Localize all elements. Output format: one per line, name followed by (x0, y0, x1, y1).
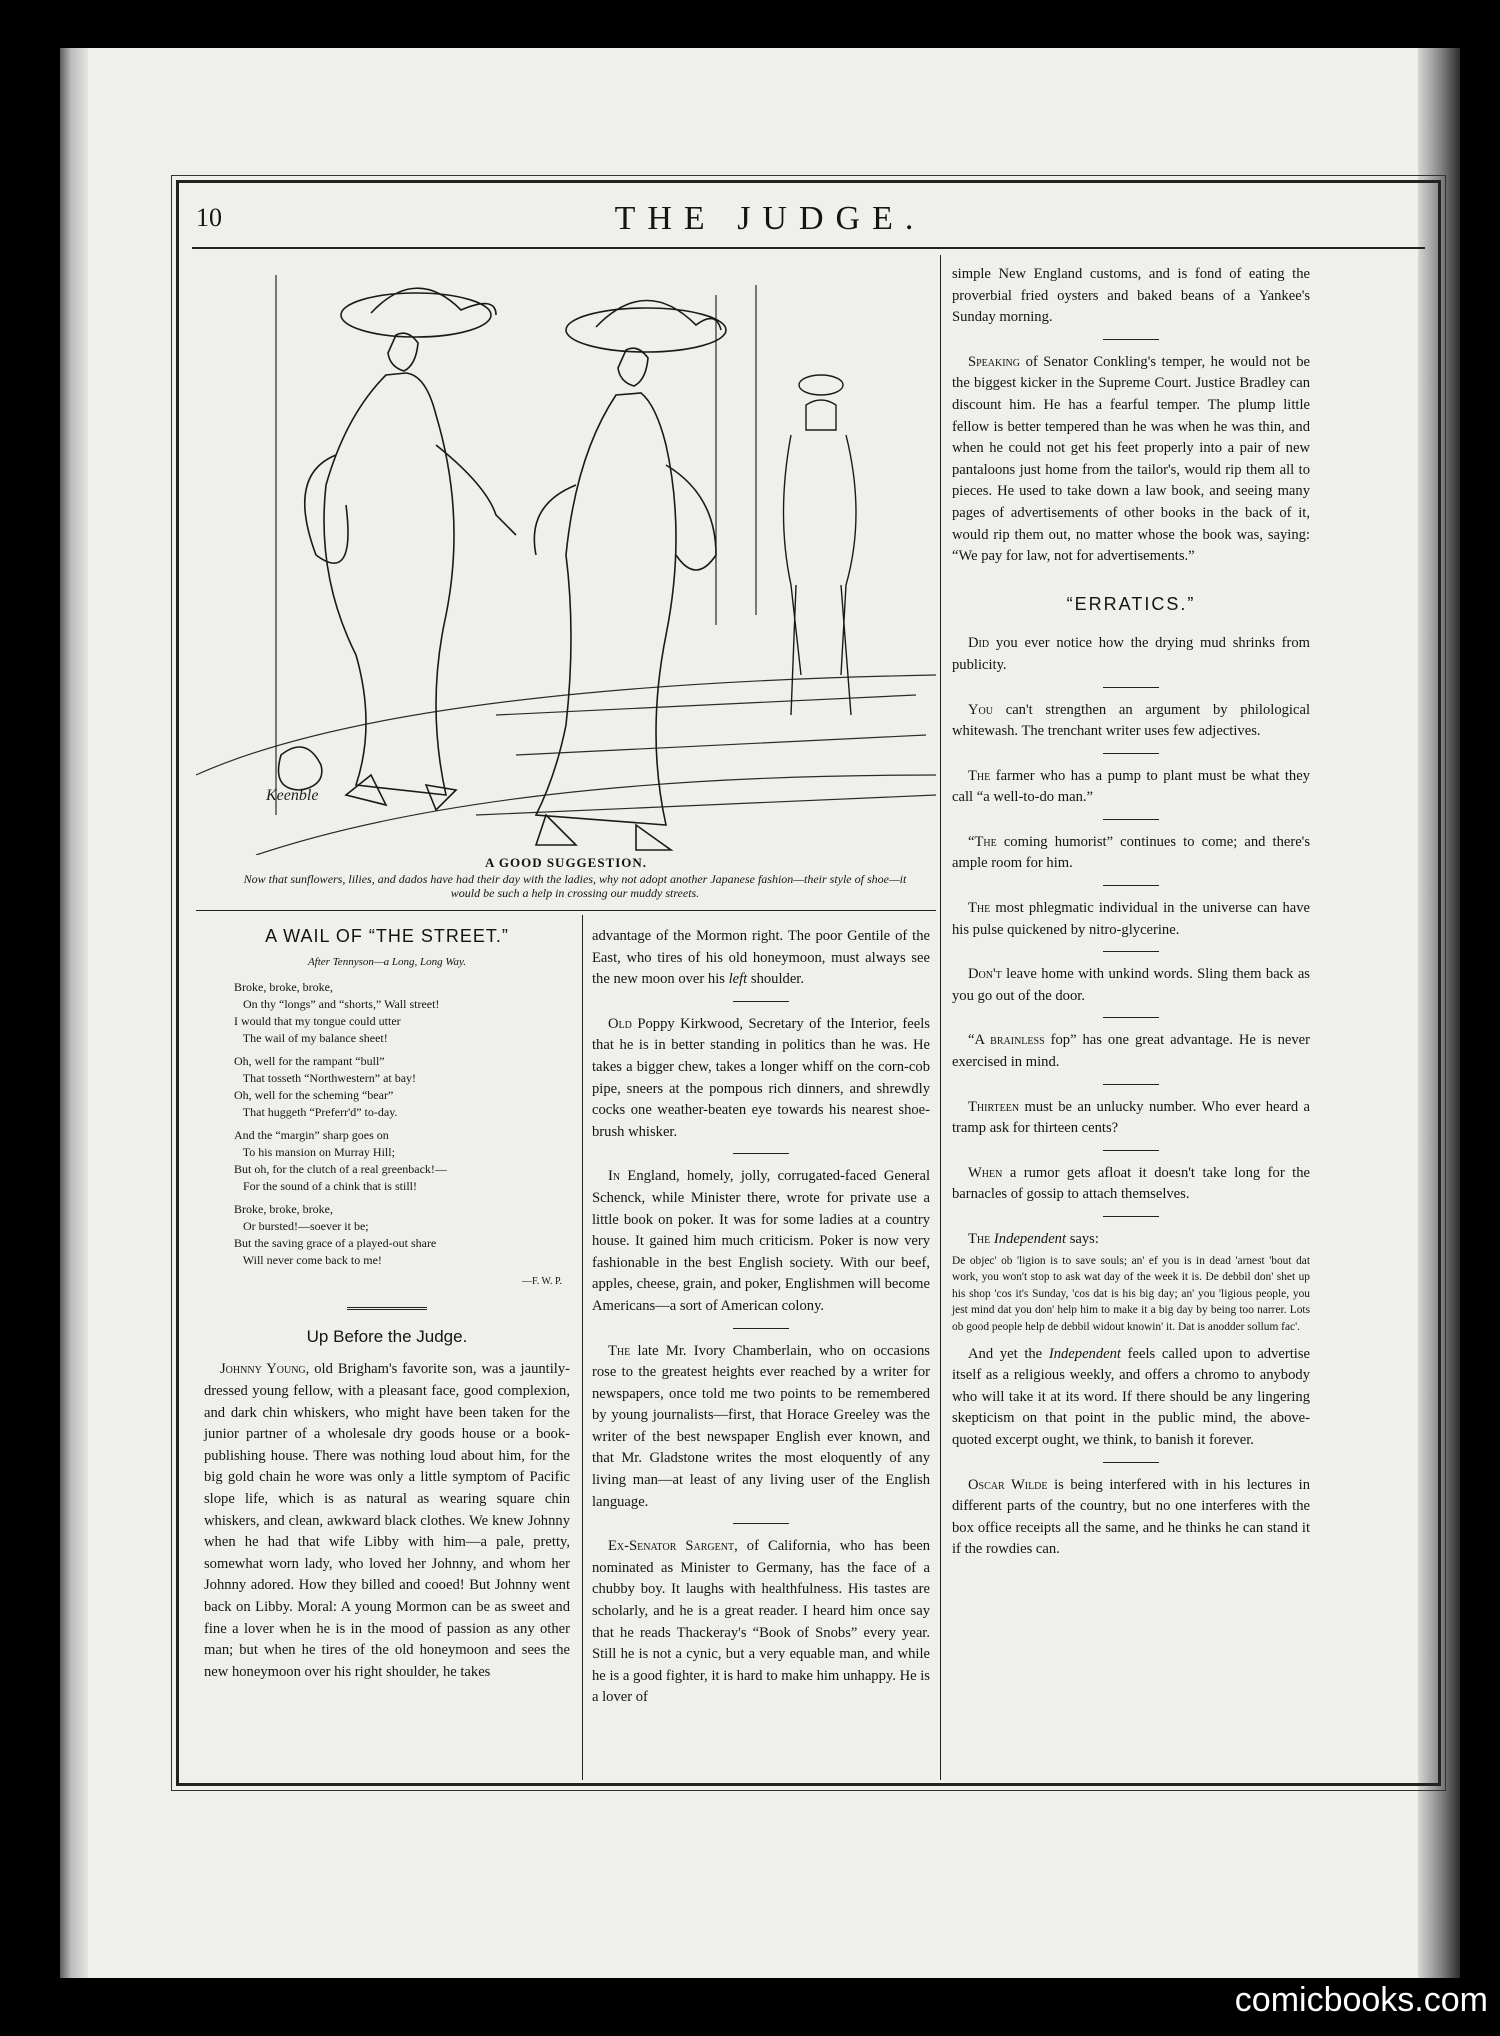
item-text: farmer who has a pump to plant must be what they call “a well-to-do man.” (952, 767, 1310, 806)
paragraph-continued (592, 926, 930, 991)
independent-intro (952, 1229, 1310, 1251)
erratic-item (952, 700, 1310, 743)
item-text: fop” has one great advantage. He is never exercised in mind. (952, 1032, 1310, 1071)
lead-word: In (608, 1168, 621, 1185)
caption-text: Now that sunflowers, lilies, and dados have had their day with the ladies, why not adopt another Japanese fashion—their style of shoe—it would be such a help in crossing our muddy streets. (243, 872, 907, 900)
lead-word: Don't (968, 966, 1002, 983)
separator (1103, 753, 1159, 754)
item-text: must be an unlucky number. Who ever heard a tramp ask for thirteen cents? (952, 1098, 1310, 1137)
erratic-item (952, 1030, 1310, 1073)
separator (733, 1523, 789, 1524)
erratic-item (952, 964, 1310, 1007)
separator (1103, 1462, 1159, 1463)
lead-word: Speaking (968, 353, 1021, 370)
lead-word: Johnny Young, (220, 1361, 310, 1378)
separator (1103, 687, 1159, 688)
poem-title: A WAIL OF “THE STREET.” (265, 926, 509, 946)
item-text: most phlegmatic individual in the universe can have his pulse quickened by nitro-glycerine. (952, 900, 1310, 938)
column-divider-left (582, 915, 583, 1780)
site-watermark: comicbooks.com (1234, 1981, 1488, 2019)
text-part: And yet the (968, 1345, 1049, 1362)
page-edge-shadow (60, 48, 88, 1978)
item-text: leave home with unkind words. Sling them back as you go out of the door. (952, 966, 1310, 1004)
lead-word: The (968, 900, 991, 917)
artist-signature: Keenble (266, 787, 319, 804)
middle-column (592, 926, 930, 1715)
masthead-title: THE JUDGE. (614, 200, 926, 237)
poem-line: Broke, broke, broke, (234, 1202, 333, 1217)
poem-stanza (234, 1127, 570, 1195)
paragraph-text: is being interfered with in his lectures in different parts of the country, but no one interferes with the box office receipts all the same, and he thinks he can stand it if the rowdies can. (952, 1476, 1310, 1558)
text-part: feels called upon to advertise itself as a religious weekly, and offers a chromo to anybody who will take it at its word. If there should be any lingering skepticism on that point in the public mind, the above-quoted excerpt ought, we think, to banish it forever. (952, 1345, 1310, 1448)
separator (733, 1153, 789, 1154)
paragraph-text: of California, who has been nominated as Minister to Germany, has the face of a chubby boy. It laughs with healthfulness. His tastes are scholarly, and he is a great reader. I heard him once say that he reads Thackeray's “Book of Snobs” every year. Still he is not a cynic, but a very equable man, and while he is a good fighter, it is hard to make him unhappy. He is a lover of (592, 1538, 930, 1706)
paragraph-sargent (592, 1536, 930, 1709)
paragraph-schenck (592, 1166, 930, 1317)
poem-line: But oh, for the clutch of a real greenback!— (234, 1162, 447, 1177)
paragraph-chamberlain (592, 1341, 930, 1514)
erratic-item (952, 633, 1310, 676)
poem-line: Or bursted!—soever it be; (234, 1219, 369, 1234)
lead-word: Did (968, 635, 990, 652)
paragraph-independent (952, 1344, 1310, 1452)
lead-word: “The (968, 833, 997, 850)
lead-word: Ex-Senator Sargent, (608, 1538, 738, 1555)
poem-line: That huggeth “Preferr'd” to-day. (234, 1105, 398, 1120)
lead-word: The (968, 767, 991, 784)
separator (1103, 1150, 1159, 1151)
intro-text: says: (1066, 1231, 1099, 1247)
poem-stanza (234, 1201, 570, 1269)
poem-line: Oh, well for the rampant “bull” (234, 1054, 385, 1069)
paragraph-text: of Senator Conkling's temper, he would not be the biggest kicker in the Supreme Court. Justice Bradley can discount him. He has a fearful temper. The plump little fellow is better tempered than he was when he was thin, and when he could not get his feet properly into a pair of new pantaloons just home from the tailor's, would rip them all to pieces. He used to take down a law book, and seeing many pages of advertisements of other books in the back of it, would rip them out, no matter whose the book was, saying: “We pay for law, not for advertisements.” (952, 353, 1310, 565)
separator (1103, 339, 1159, 340)
lead-word: The (968, 1231, 991, 1247)
poem-line: That tosseth “Northwestern” at bay! (234, 1071, 417, 1086)
poem-line: The wail of my balance sheet! (234, 1031, 388, 1046)
lead-word: “A brainless (968, 1032, 1045, 1049)
right-column (952, 264, 1310, 1567)
paragraph-conkling (952, 352, 1310, 568)
cartoon-illustration (196, 255, 936, 855)
quoted-excerpt: De objec' ob 'ligion is to save souls; an' ef you is in dead 'arnest 'bout dat work, you won't stop to ask wat day of the week it is. De debbil don' shet up his shop 'cos it's Sunday, 'cos dat is his big day; an' you 'ligious people, you jest mind dat you don' help him to make it a big day by being too narrer. Lots ob good people help de debbil widout knowin' it. Dat is anodder sollum fac'. (952, 1254, 1310, 1333)
lead-word: Old (608, 1015, 632, 1032)
lead-word: Thirteen (968, 1098, 1020, 1115)
separator (1103, 819, 1159, 820)
illustration-bottom-rule (196, 910, 936, 911)
lead-word: You (968, 701, 993, 718)
poem-line: But the saving grace of a played-out share (234, 1236, 437, 1251)
paragraph-text: Poppy Kirkwood, Secretary of the Interior, feels that he is in better standing in politics than he was. He takes a bigger chew, takes a longer whiff on the corn-cob pipe, sneers at the pompous rich dinners, and shrewdly cocks one weather-beaten eye towards his nearest shoe-brush whisker. (592, 1015, 930, 1140)
separator (1103, 951, 1159, 952)
erratic-item (952, 1163, 1310, 1206)
text-part: shoulder. (747, 971, 804, 988)
separator (1103, 885, 1159, 886)
caption-title: A GOOD SUGGESTION. (484, 855, 648, 870)
page-number: 10 (196, 203, 222, 232)
section-title-erratics: “ERRATICS.” (1066, 593, 1196, 614)
paragraph-continued: simple New England customs, and is fond of eating the proverbial fried oysters and baked beans of a Yankee's Sunday morning. (952, 266, 1310, 326)
lead-word: Oscar Wilde (968, 1476, 1048, 1493)
emphasis: left (728, 971, 748, 988)
item-text: a rumor gets afloat it doesn't take long for the barnacles of gossip to attach themselves. (952, 1164, 1310, 1203)
item-text: coming humorist” continues to come; and there's ample room for him. (952, 833, 1310, 872)
poem-stanza (234, 979, 570, 1047)
poem-line: To his mansion on Murray Hill; (234, 1145, 395, 1160)
section-title-up-before: Up Before the Judge. (306, 1326, 468, 1346)
separator (1103, 1216, 1159, 1217)
cartoon-drawing (196, 255, 936, 855)
separator (1103, 1017, 1159, 1018)
poem-line: On thy “longs” and “shorts,” Wall street! (234, 997, 440, 1012)
erratic-item (952, 898, 1310, 941)
erratic-item (952, 766, 1310, 809)
paragraph-johnny-young (204, 1359, 570, 1683)
separator (1103, 1084, 1159, 1085)
double-separator (347, 1307, 427, 1312)
poem-signature: —F. W. P. (521, 1276, 562, 1288)
poem-line: I would that my tongue could utter (234, 1014, 401, 1029)
item-text: you ever notice how the drying mud shrinks from publicity. (952, 635, 1310, 673)
item-text: can't strengthen an argument by philological whitewash. The trenchant writer uses few adjectives. (952, 701, 1310, 740)
paragraph-wilde (952, 1475, 1310, 1561)
publication-name: Independent (993, 1231, 1067, 1247)
poem-line: Broke, broke, broke, (234, 980, 333, 995)
separator (733, 1001, 789, 1002)
lead-word: When (968, 1164, 1003, 1181)
separator (733, 1328, 789, 1329)
poem-stanza (234, 1053, 570, 1121)
poem-line: And the “margin” sharp goes on (234, 1128, 389, 1143)
poem-line: Oh, well for the scheming “bear” (234, 1088, 394, 1103)
paragraph-kirkwood (592, 1014, 930, 1144)
erratic-item (952, 1097, 1310, 1140)
text-part: advantage of the Mormon right. The poor Gentile of the East, who tires of his old honeymoon, must always see the new moon over his (592, 928, 930, 988)
poem-line: Will never come back to me! (234, 1253, 382, 1268)
poem-subtitle: After Tennyson—a Long, Long Way. (307, 955, 467, 968)
left-column (204, 926, 570, 1689)
lead-word: The (608, 1342, 631, 1359)
publication-name: Independent (1048, 1345, 1121, 1362)
erratic-item (952, 832, 1310, 875)
paragraph-text: late Mr. Ivory Chamberlain, who on occasions rose to the greatest heights ever reached by a writer for newspapers, once told me two points to be remembered by young journalists—first, that Horace Greeley was the writer of the best newspaper English ever known, and that Mr. Gladstone writes the most eloquently of any living man—at least of any living user of the English language. (592, 1342, 930, 1510)
column-divider-right (940, 255, 941, 1780)
poem-line: For the sound of a chink that is still! (234, 1179, 417, 1194)
paragraph-text: England, homely, jolly, corrugated-faced General Schenck, while Minister there, wrote for private use a little book on poker. It was for some ladies at a country house. It gained him much criticism. Poker is now very fashionable in the best English society. With our beef, apples, cheese, grain, and poker, Englishmen will become Americans—a sort of American colony. (592, 1168, 930, 1314)
header-rule (192, 247, 1425, 249)
paragraph-text: old Brigham's favorite son, was a jauntily-dressed young fellow, with a pleasant face, good complexion, and dark chin whiskers, who might have been taken for the junior partner of a wholesale dry goods house or a book-publishing house. There was nothing loud about him, for the big gold chain he wore was only a little symptom of Pacific slope life, which is as natural as wearing square chin whiskers, and clean, awkward black clothes. We knew Johnny when he had that wife Libby with him—a pale, pretty, somewhat worn lady, who loved her Johnny, and whom her Johnny adored. How they billed and cooed! But Johnny went back on Libby. Moral: A young Mormon can be as sweet and fine a lover when he is in the mood of passion as any other man; but when he tires of the old honeymoon and sees the new honeymoon over his right shoulder, he takes (204, 1361, 570, 1680)
